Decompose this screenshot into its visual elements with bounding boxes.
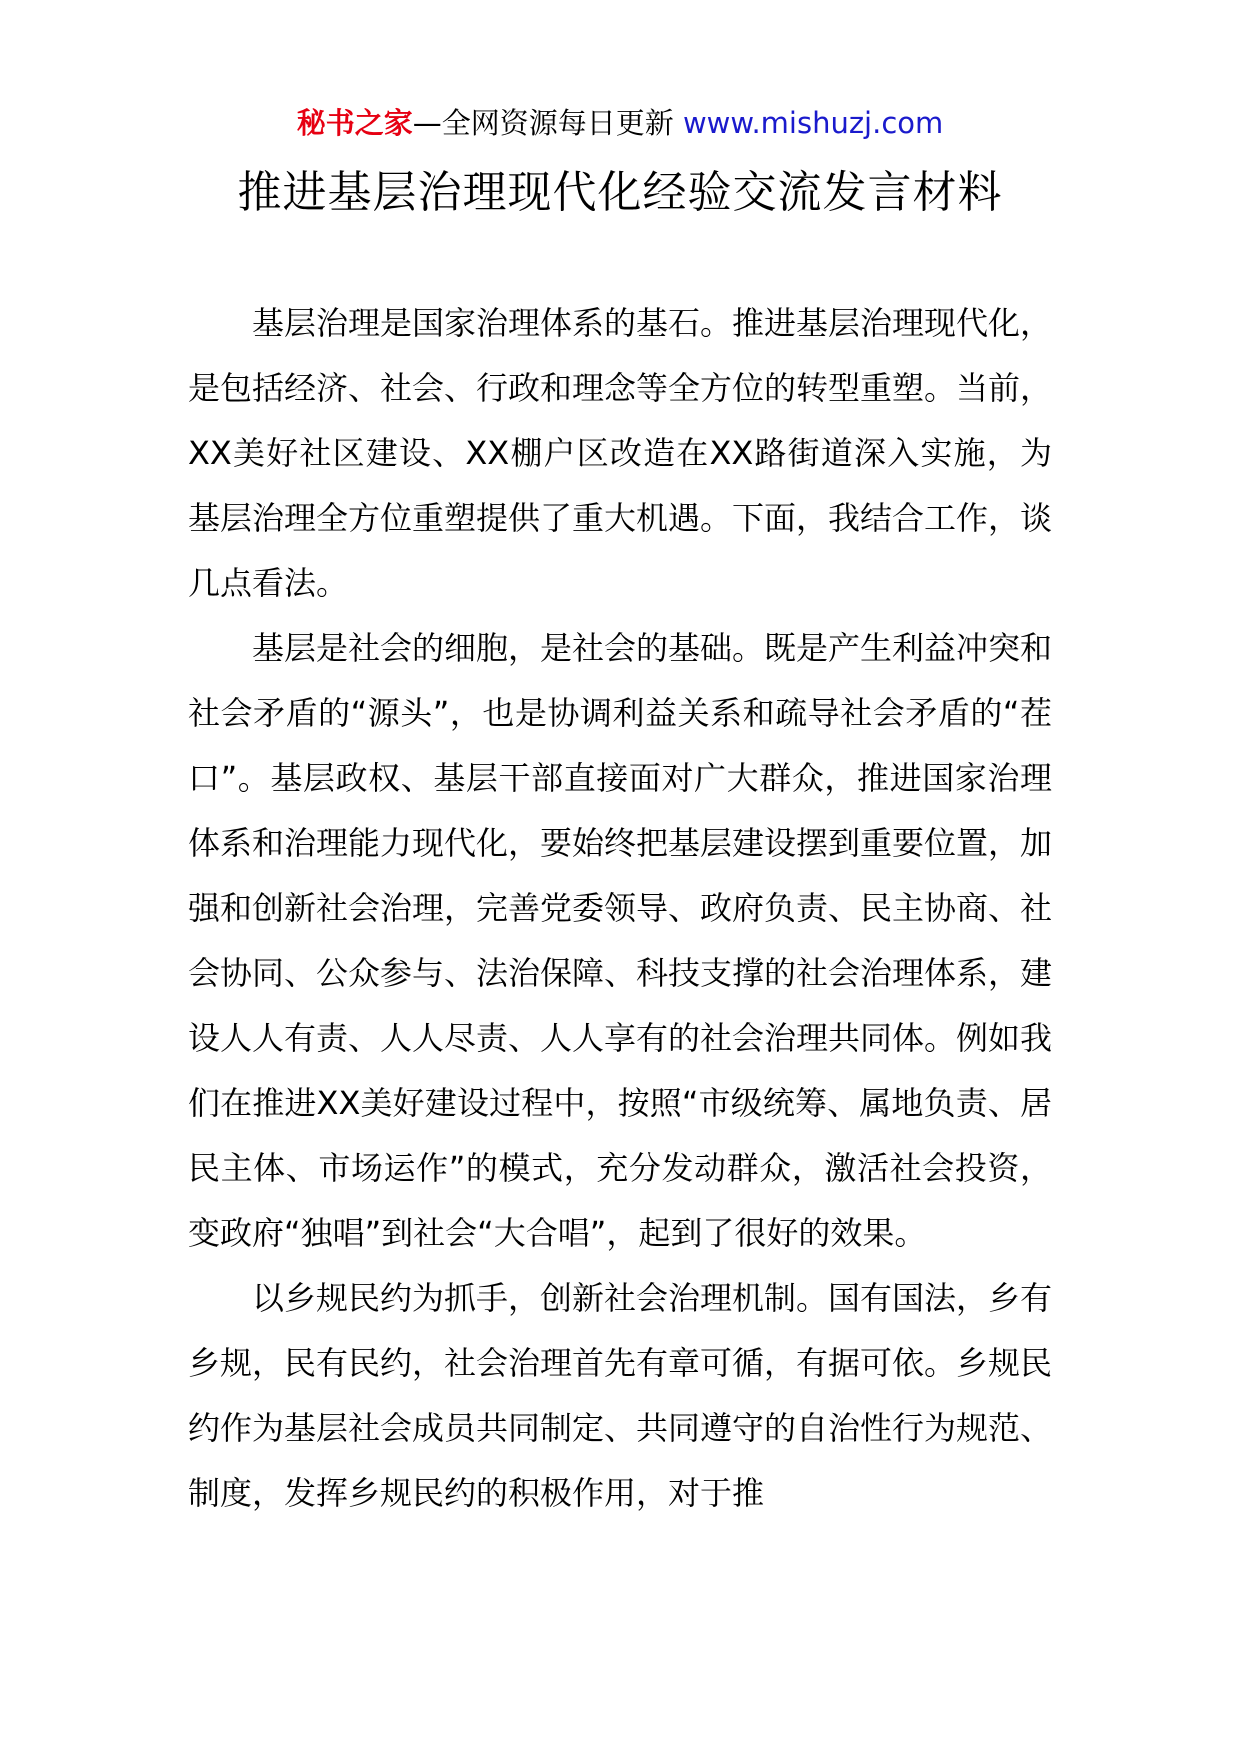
paragraph-3: 以乡规民约为抓手，创新社会治理机制。国有国法，乡有乡规，民有民约，社会治理首先有章可循，有据可依。乡规民约作为基层社会成员共同制定、共同遵守的自治性行为规范、制度，发挥乡规民约的积极作用，对于推	[188, 1279, 1053, 1512]
paragraph-2: 基层是社会的细胞，是社会的基础。既是产生利益冲突和社会矛盾的“源头”，也是协调利益关系和疏导社会矛盾的“茬口”。基层政权、基层干部直接面对广大群众，推进国家治理体系和治理能力现代化，要始终把基层建设摆到重要位置，加强和创新社会治理，完善党委领导、政府负责、民主协商、社会协同、公众参与、法治保障、科技支撑的社会治理体系，建设人人有责、人人尽责、人人享有的社会治理共同体。例如我们在推进XX美好建设过程中，按照“市级统筹、属地负责、居民主体、市场运作”的模式，充分发动群众，激活社会投资，变政府“独唱”到社会“大合唱”，起到了很好的效果。	[188, 629, 1053, 1252]
site-header	[0, 103, 1240, 143]
site-url-link[interactable]: www.mishuzj.com	[682, 106, 944, 140]
site-tagline: —全网资源每日更新	[412, 106, 683, 140]
document-title: 推进基层治理现代化经验交流发言材料	[237, 167, 1003, 218]
document-body	[188, 291, 1052, 1526]
site-brand: 秘书之家	[296, 106, 413, 140]
paragraph-1: 基层治理是国家治理体系的基石。推进基层治理现代化，是包括经济、社会、行政和理念等全方位的转型重塑。当前，XX美好社区建设、XX棚户区改造在XX路街道深入实施，为基层治理全方位重塑提供了重大机遇。下面，我结合工作，谈几点看法。	[188, 304, 1053, 602]
